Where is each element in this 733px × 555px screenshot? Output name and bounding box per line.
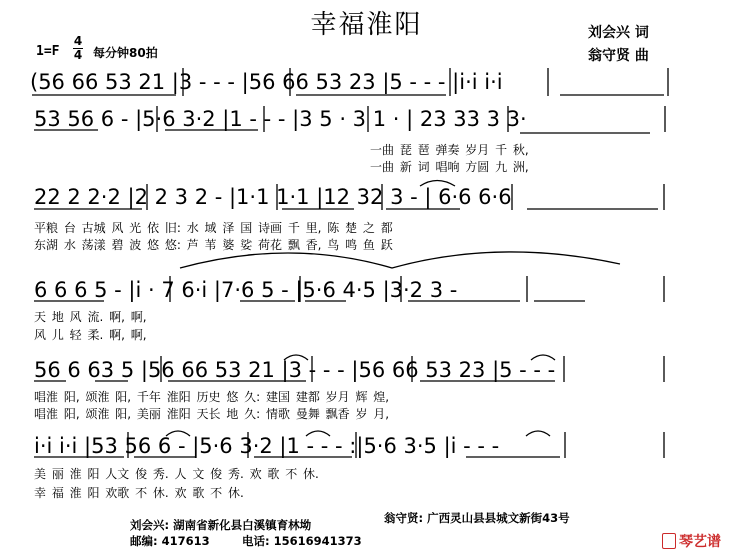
composer-credit: 翁守贤 曲 (588, 48, 649, 64)
row-5-tie (284, 355, 308, 360)
watermark: 琴艺谱 (679, 534, 721, 550)
notation-row-4: 6 6 6 5 - |i · 7 6·i |7·6 5 - |5·6 4·5 |3·2 3 - (34, 278, 458, 302)
lyric-row-6-line-2: 幸 福 淮 阳 欢歌 不 休. 欢 歌 不 休. (34, 486, 244, 500)
time-denominator: 4 (73, 48, 83, 62)
time-numerator: 4 (73, 34, 83, 48)
row-6-tie (166, 431, 190, 436)
row-5-tie (531, 355, 555, 360)
row-6-tie (306, 431, 330, 436)
lyric-row-5-line-1: 唱淮 阳, 颂淮 阳, 千年 淮阳 历史 悠 久: 建国 建都 岁月 辉 煌, (34, 390, 390, 404)
notation-row-2: 53 56 6 - |5·6 3·2 |1 - - - |3 5 · 3 1 · | 23 33 3 3· (34, 107, 527, 131)
watermark-icon (662, 533, 676, 549)
notation-row-5: 56 6 63 5 |56 66 53 21 |3 - - - |56 66 53 23 |5 - - - (34, 358, 556, 382)
lyric-row-2-line-2: 一曲 新 词 唱响 方圆 九 洲, (370, 160, 529, 174)
notation-row-6: i·i i·i |53 56 6 - |5·6 3·2 |1 - - - :|5·6 3·5 |i - - - (34, 434, 500, 458)
notation-row-3: 22 2 2·2 |2 2 3 2 - |1·1 1·1 |12 32 3 - | 6·6 6·6 (34, 185, 512, 209)
key-signature: 1=F (36, 44, 60, 59)
lyric-row-4-line-1: 天 地 风 流. 啊, 啊, (34, 310, 147, 324)
lyric-row-6-line-1: 美 丽 淮 阳 人文 俊 秀. 人 文 俊 秀. 欢 歌 不 休. (34, 467, 319, 481)
page-title: 幸福淮阳 (310, 10, 423, 40)
lyric-row-5-line-2: 唱淮 阳, 颂淮 阳, 美丽 淮阳 天长 地 久: 情歌 曼舞 飘香 岁 月, (34, 407, 390, 421)
footer-phone: 电话: 15616941373 (242, 534, 362, 548)
row-6-tie (526, 431, 550, 436)
footer-composer-address: 翁守贤: 广西灵山县县城文新街43号 (384, 511, 570, 525)
row-3-tie (420, 181, 455, 187)
footer-lyricist-address: 刘会兴: 湖南省新化县白溪镇育林坳 (130, 518, 312, 532)
lyricist-credit: 刘会兴 词 (588, 25, 649, 41)
tempo-marking: 每分钟80拍 (93, 46, 158, 60)
footer-postcode: 邮编: 417613 (130, 534, 210, 548)
lyric-row-3-line-2: 东湖 水 荡漾 碧 波 悠 悠: 芦 苇 婆 娑 荷花 飘 香, 鸟 鸣 鱼 跃 (34, 238, 393, 252)
lyric-row-3-line-1: 平粮 台 古城 风 光 依 旧: 水 域 泽 国 诗画 千 里, 陈 楚 之 都 (34, 221, 393, 235)
lyric-row-2-line-1: 一曲 琵 琶 弹奏 岁月 千 秋, (370, 143, 529, 157)
row-4-slur (180, 252, 620, 268)
lyric-row-4-line-2: 风 儿 轻 柔. 啊, 啊, (34, 328, 147, 342)
notation-row-1: (56 66 53 21 |3 - - - |56 66 53 23 |5 - - - |i·i i·i (30, 70, 503, 94)
